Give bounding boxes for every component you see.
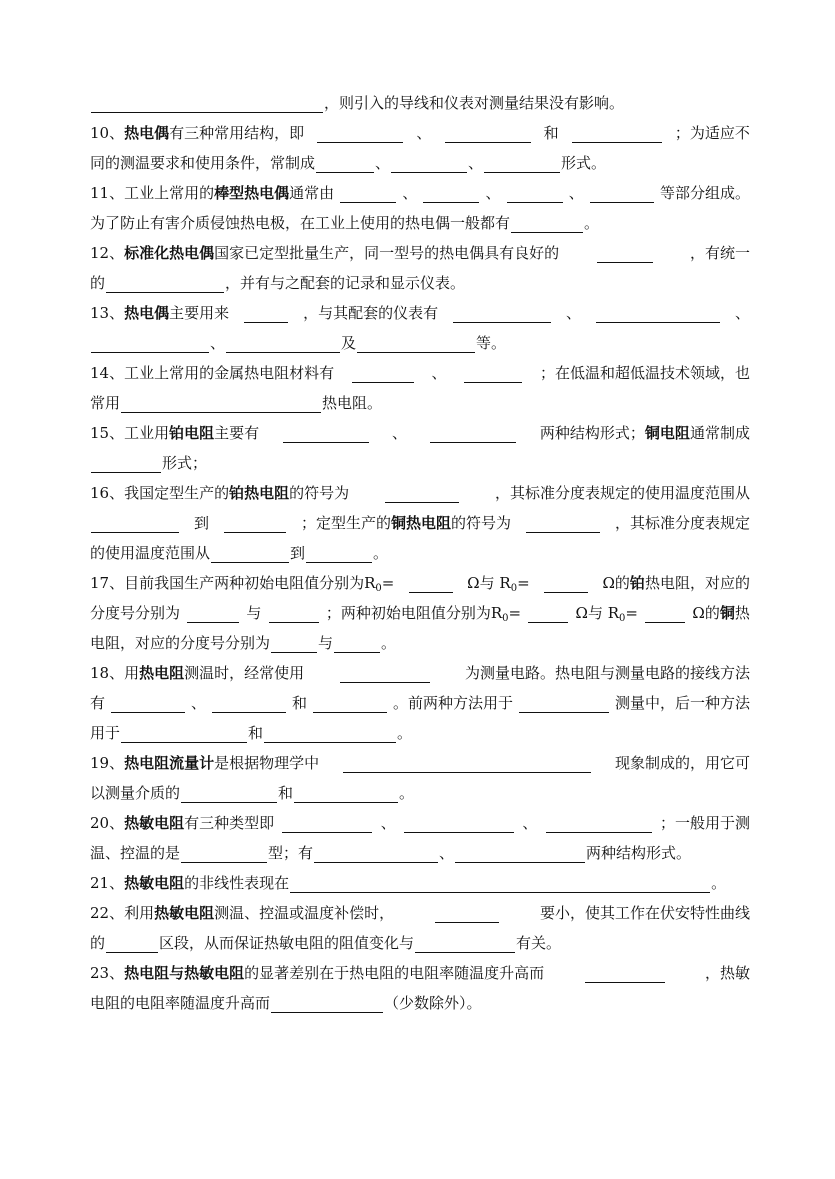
q12-line1: 12、标准化热电偶国家已定型批量生产，同一型号的热电偶具有良好的 ，有统一	[90, 244, 750, 262]
term-thermocouple: 热电偶	[124, 124, 170, 142]
term-rtd-vs-thermistor: 热电阻与热敏电阻	[124, 964, 245, 982]
q17-line1: 17、目前我国生产两种初始电阻值分别为$R_0=$ Ω与 $R_0=$ Ω的铂热电阻，对应的	[90, 574, 750, 594]
answer-blank[interactable]	[645, 604, 685, 623]
answer-blank[interactable]	[484, 154, 560, 173]
answer-blank[interactable]	[294, 784, 398, 803]
answer-blank[interactable]	[343, 754, 591, 773]
answer-blank[interactable]	[507, 184, 563, 203]
answer-blank[interactable]	[271, 634, 317, 653]
q17-line2: 分度号分别为 与 ；两种初始电阻值分别为$R_0=$ Ω与 $R_0=$ Ω的铜热	[90, 604, 750, 624]
q16-line3: 的使用温度范围从 到 。	[90, 544, 389, 562]
q9-line	[90, 88, 750, 118]
q11-line1: 11、工业上常用的棒型热电偶通常由 、 、 、 等部分组成。	[90, 184, 750, 202]
answer-blank[interactable]	[224, 514, 286, 533]
q21-line1: 21、热敏电阻的非线性表现在 。	[90, 874, 727, 892]
term-platinum: 铂	[629, 574, 645, 592]
q12-line2: 的 ，并有与之配套的记录和显示仪表。	[90, 274, 466, 292]
answer-blank[interactable]	[181, 784, 277, 803]
answer-blank[interactable]	[526, 514, 600, 533]
term-rod-thermocouple: 棒型热电偶	[214, 184, 290, 202]
q14-line1: 14、工业上常用的金属热电阻材料有 、 ；在低温和超低温技术领域，也	[90, 364, 750, 382]
term-copper-resistor: 铜电阻	[644, 424, 690, 442]
answer-blank[interactable]	[91, 454, 161, 473]
answer-blank[interactable]	[415, 934, 515, 953]
q15-line1: 15、工业用铂电阻主要有 、 两种结构形式；铜电阻通常制成	[90, 424, 750, 442]
q22-line1: 22、利用热敏电阻测温、控温或温度补偿时， 要小，使其工作在伏安特性曲线	[90, 904, 750, 922]
answer-blank[interactable]	[423, 184, 479, 203]
q14-line2: 常用 热电阻。	[90, 394, 383, 412]
answer-blank[interactable]	[306, 544, 372, 563]
answer-blank[interactable]	[91, 514, 179, 533]
answer-blank[interactable]	[585, 964, 665, 983]
term-thermocouple: 热电偶	[124, 304, 170, 322]
answer-blank[interactable]	[546, 814, 652, 833]
answer-blank[interactable]	[290, 874, 710, 893]
answer-blank[interactable]	[453, 304, 551, 323]
answer-blank[interactable]	[244, 304, 288, 323]
answer-blank[interactable]	[544, 574, 588, 593]
answer-blank[interactable]	[597, 244, 653, 263]
answer-blank[interactable]	[316, 154, 374, 173]
answer-blank[interactable]	[226, 334, 340, 353]
answer-blank[interactable]	[404, 814, 514, 833]
q18-line1: 18、用热电阻测温时，经常使用 为测量电路。热电阻与测量电路的接线方法	[90, 664, 750, 682]
answer-blank[interactable]	[264, 724, 396, 743]
answer-blank[interactable]	[187, 604, 239, 623]
answer-blank[interactable]	[464, 364, 522, 383]
answer-blank[interactable]	[317, 124, 403, 143]
q19-line2: 以测量介质的 和 。	[90, 784, 415, 802]
q18-line3: 用于 和 。	[90, 724, 413, 742]
term-copper: 铜	[719, 604, 735, 622]
document-page	[90, 88, 750, 1018]
answer-blank[interactable]	[121, 724, 247, 743]
answer-blank[interactable]	[596, 304, 720, 323]
answer-blank[interactable]	[445, 124, 531, 143]
answer-blank[interactable]	[106, 934, 158, 953]
q16-line1: 16、我国定型生产的铂热电阻的符号为 ，其标准分度表规定的使用温度范围从	[90, 484, 750, 502]
answer-blank[interactable]	[313, 694, 387, 713]
answer-blank[interactable]	[385, 484, 459, 503]
term-platinum-resistor: 铂电阻	[169, 424, 215, 442]
answer-blank[interactable]	[106, 274, 224, 293]
q16-line2: 到 ；定型生产的铜热电阻的符号为 ，其标准分度表规定	[90, 508, 750, 538]
answer-blank[interactable]	[334, 634, 380, 653]
answer-blank[interactable]	[430, 424, 516, 443]
answer-blank[interactable]	[528, 604, 568, 623]
answer-blank[interactable]	[282, 814, 372, 833]
term-rtd: 热电阻	[139, 664, 185, 682]
q17-line3: 电阻，对应的分度号分别为 与 。	[90, 634, 397, 652]
answer-blank[interactable]	[283, 424, 369, 443]
term-platinum-rtd: 铂热电阻	[229, 484, 290, 502]
answer-blank[interactable]	[91, 94, 323, 113]
q10-line1: 10、热电偶有三种常用结构，即 、 和 ；为适应不	[90, 118, 750, 148]
q18-line2: 有 、 和 。前两种方法用于 测量中，后一种方法	[90, 694, 750, 712]
q23-line2: 电阻的电阻率随温度升高而 （少数除外）。	[90, 994, 482, 1012]
q15-line2: 形式；	[90, 448, 750, 478]
q20-line2: 温、控温的是 型；有 、 两种结构形式。	[90, 844, 692, 862]
q10-text: 10、热电偶有三种常用结构，即	[90, 124, 305, 142]
q19-line1: 19、热电阻流量计是根据物理学中 现象制成的，用它可	[90, 754, 750, 772]
answer-blank[interactable]	[181, 844, 267, 863]
q20-line1: 20、热敏电阻有三种类型即 、 、 ；一般用于测	[90, 814, 750, 832]
answer-blank[interactable]	[435, 904, 499, 923]
q9-text: ，则引入的导线和仪表对测量结果没有影响。	[324, 94, 625, 112]
q11-line2: 为了防止有害介质侵蚀热电极，在工业上使用的热电偶一般都有 。	[90, 214, 600, 232]
q10-line2: 同的测温要求和使用条件，常制成 、 、 形式。	[90, 154, 607, 172]
answer-blank[interactable]	[111, 694, 185, 713]
answer-blank[interactable]	[519, 694, 609, 713]
answer-blank[interactable]	[271, 994, 383, 1013]
answer-blank[interactable]	[590, 184, 654, 203]
answer-blank[interactable]	[409, 574, 453, 593]
answer-blank[interactable]	[391, 154, 467, 173]
answer-blank[interactable]	[212, 694, 286, 713]
answer-blank[interactable]	[211, 544, 289, 563]
answer-blank[interactable]	[357, 334, 475, 353]
answer-blank[interactable]	[314, 844, 438, 863]
term-copper-rtd: 铜热电阻	[390, 514, 451, 532]
q22-line2: 的 区段，从而保证热敏电阻的阻值变化与 有关。	[90, 934, 562, 952]
answer-blank[interactable]	[455, 844, 585, 863]
q13-line2: 、 及 等。	[90, 328, 750, 358]
term-thermal-flowmeter: 热电阻流量计	[124, 754, 215, 772]
term-standard-thermocouple: 标准化热电偶	[124, 244, 215, 262]
q23-line1: 23、热电阻与热敏电阻的显著差别在于热电阻的电阻率随温度升高而 ，热敏	[90, 964, 750, 982]
answer-blank[interactable]	[340, 184, 396, 203]
term-thermistor: 热敏电阻	[124, 814, 185, 832]
q13-line1: 13、热电偶主要用来 ，与其配套的仪表有 、 、	[90, 304, 750, 322]
answer-blank[interactable]	[91, 334, 209, 353]
answer-blank[interactable]	[340, 664, 430, 683]
answer-blank[interactable]	[511, 214, 583, 233]
answer-blank[interactable]	[269, 604, 319, 623]
term-thermistor: 热敏电阻	[124, 874, 185, 892]
answer-blank[interactable]	[121, 394, 321, 413]
answer-blank[interactable]	[352, 364, 414, 383]
answer-blank[interactable]	[572, 124, 662, 143]
term-thermistor: 热敏电阻	[154, 904, 215, 922]
